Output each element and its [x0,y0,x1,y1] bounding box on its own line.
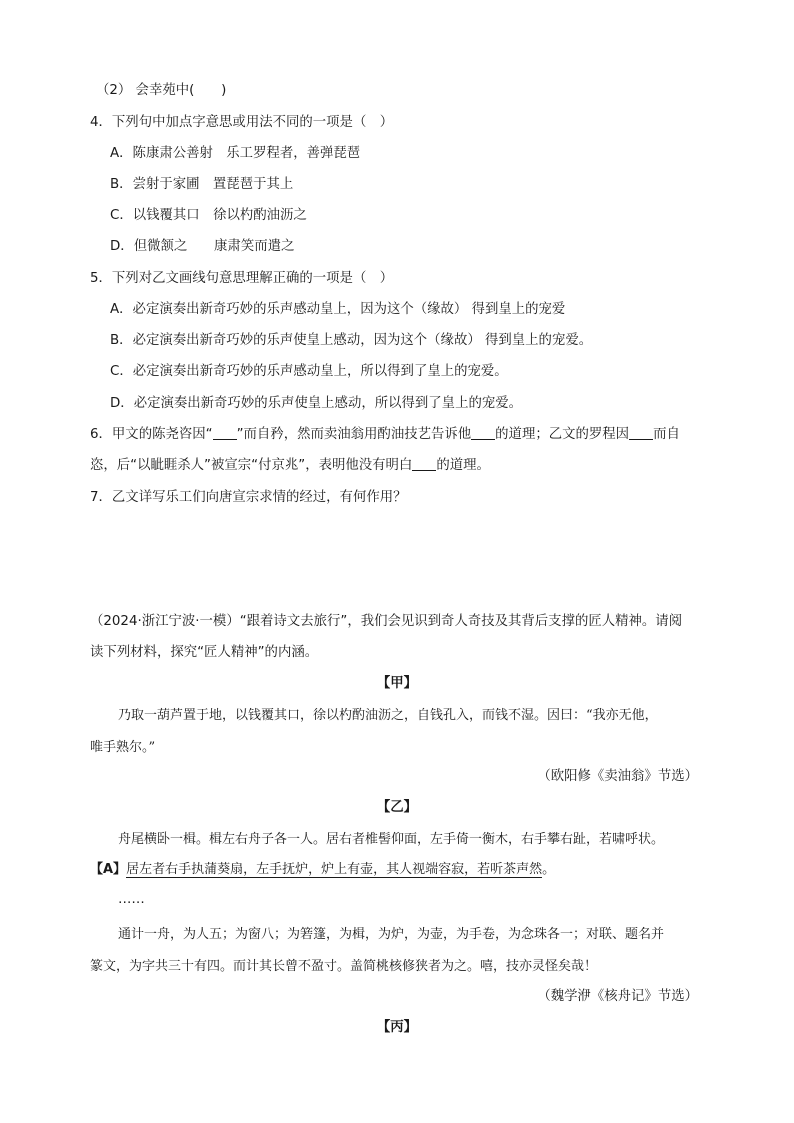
prev-sub-question-2: （2） 会幸苑中( ) [96,83,227,98]
answer-blank[interactable] [629,426,653,440]
answer-blank[interactable] [412,457,436,471]
underlined-sentence: 居左者右手执蒲葵扇，左手抚炉，炉上有壶，其人视端容寂，若听茶声然 [126,862,543,877]
question-4-option-d: D．但微颔之 康肃笑而遣之 [110,239,295,254]
question-5-option-a: A．必定演奏出新奇巧妙的乐声感动皇上，因为这个（缘故） 得到皇上的宠爱 [110,302,566,317]
section-heading-yi: 【乙】 [376,800,418,815]
question-4-option-b: B．尝射于家圃 置琵琶于其上 [110,177,294,192]
question-5-option-d: D．必定演奏出新奇巧妙的乐声使皇上感动，所以得到了皇上的宠爱。 [110,396,523,411]
question-5-option-b: B．必定演奏出新奇巧妙的乐声使皇上感动，因为这个（缘故） 得到皇上的宠爱。 [110,333,593,348]
question-6-line-2: 恣，后“以眦睚杀人”被宣宗“付京兆”，表明他没有明白 的道理。 [90,458,490,473]
section-heading-bing: 【丙】 [376,1020,418,1035]
question-5-stem: 5．下列对乙文画线句意思理解正确的一项是（ ） [90,271,394,286]
yi-text-line-2: 【A】居左者右手执蒲葵扇，左手抚炉，炉上有壶，其人视端容寂，若听茶声然。 [90,862,556,877]
jia-text-line-2: 唯手熟尔。” [90,740,156,755]
question-6-line-1: 6．甲文的陈尧咨因“ ”而自矜，然而卖油翁用酌油技艺告诉他 的道理；乙文的罗程因 而自 [90,427,680,442]
yi-text-line-1: 舟尾横卧一楫。楫左右舟子各一人。居右者椎髻仰面，左手倚一衡木，右手攀右趾，若啸呼状。 [118,832,665,847]
answer-blank[interactable] [213,426,237,440]
reading-intro-line-1: （2024·浙江宁波·一模）“跟着诗文去旅行”，我们会见识到奇人奇技及其背后支撑的匠人精神。请阅 [90,614,683,629]
yi-text-line-3: 通计一舟，为人五；为窗八；为箬篷，为楫，为炉，为壶，为手卷，为念珠各一；对联、题名并 [118,927,665,942]
marker-a: 【A】 [90,862,127,877]
jia-text-line-1: 乃取一葫芦置于地，以钱覆其口，徐以杓酌油沥之，自钱孔入，而钱不湿。因曰：“我亦无他， [118,708,658,723]
question-4-option-a: A．陈康肃公善射 乐工罗程者，善弹琵琶 [110,146,361,161]
reading-intro-line-2: 读下列材料，探究“匠人精神”的内涵。 [90,645,319,660]
question-7-stem: 7．乙文详写乐工们向唐宣宗求情的经过，有何作用？ [90,490,407,505]
answer-blank[interactable] [471,426,495,440]
yi-source: （魏学洢《核舟记》节选） [537,989,698,1004]
section-heading-jia: 【甲】 [376,676,418,691]
question-4-option-c: C．以钱覆其口 徐以杓酌油沥之 [110,208,307,223]
question-4-stem: 4．下列句中加点字意思或用法不同的一项是（ ） [90,115,394,130]
question-5-option-c: C．必定演奏出新奇巧妙的乐声感动皇上，所以得到了皇上的宠爱。 [110,364,508,379]
yi-text-line-4: 篆文，为字共三十有四。而计其长曾不盈寸。盖简桃核修狭者为之。嘻，技亦灵怪矣哉！ [90,959,598,974]
yi-ellipsis: …… [118,892,145,907]
jia-source: （欧阳修《卖油翁》节选） [537,769,698,784]
